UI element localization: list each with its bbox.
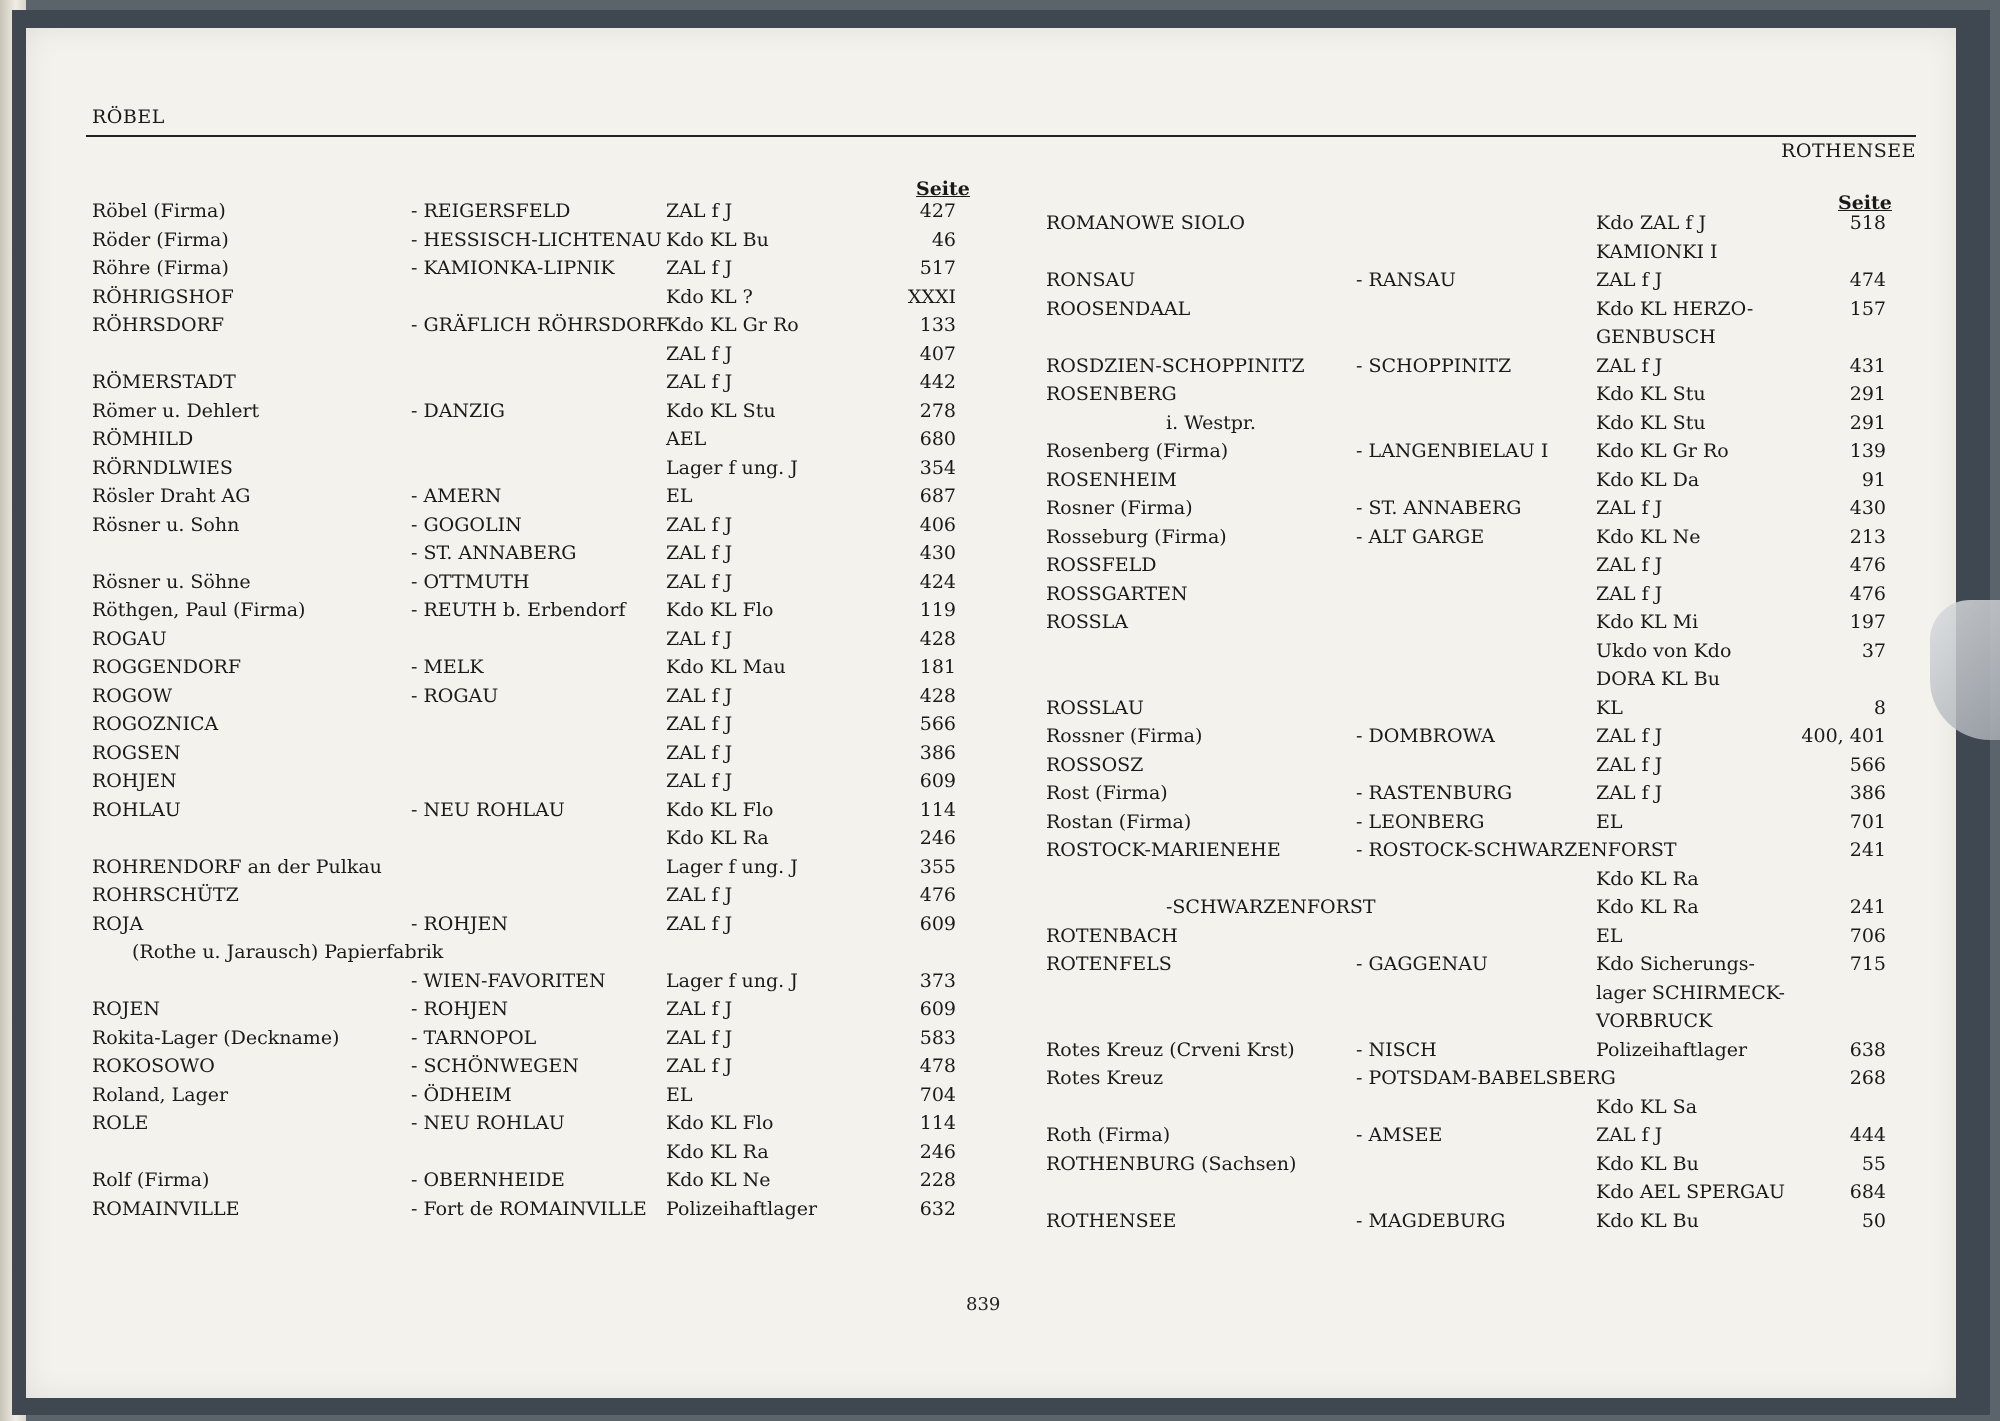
entry-name: ROSDZIEN-SCHOPPINITZ xyxy=(1046,354,1305,377)
entry-type: ZAL f J xyxy=(666,200,733,222)
entry-type: EL xyxy=(666,1083,693,1106)
entry-page-ref: 704 xyxy=(919,1083,956,1106)
entry-page-ref: 428 xyxy=(919,684,956,707)
entry-page-ref: 430 xyxy=(919,542,956,564)
entry-type: Kdo KL HERZO- xyxy=(1596,297,1754,320)
entry-name: ROJEN xyxy=(92,998,160,1020)
entry-name: ROHLAU xyxy=(92,798,181,821)
entry-type: ZAL f J xyxy=(1596,753,1663,776)
entry-type: Kdo KL Bu xyxy=(666,228,769,251)
entry-page-ref: 119 xyxy=(919,599,956,621)
entry-place: - GAGGENAU xyxy=(1356,953,1488,975)
entry-page-ref: 517 xyxy=(919,257,956,279)
entry-type: Lager f ung. J xyxy=(666,456,798,479)
entry-type: EL xyxy=(1596,810,1623,833)
entry-place: - MELK xyxy=(411,656,484,678)
entry-page-ref: 291 xyxy=(1849,383,1886,405)
entry-page-ref: 228 xyxy=(919,1169,956,1191)
entry-name: Rosseburg (Firma) xyxy=(1046,525,1227,548)
entry-type: Kdo KL Flo xyxy=(666,798,774,821)
entry-place: - HESSISCH-LICHTENAU xyxy=(411,228,662,251)
entry-place: - ROHJEN xyxy=(411,912,509,935)
entry-type: ZAL f J xyxy=(666,770,733,792)
entry-type: ZAL f J xyxy=(666,513,733,536)
left-seite-label: Seite xyxy=(916,178,970,200)
entry-name: Rösler Draht AG xyxy=(92,485,251,507)
entry-place: - GRÄFLICH RÖHRSDORF xyxy=(411,314,670,336)
entry-type: Kdo KL Ra xyxy=(1596,867,1699,890)
entry-place: - RANSAU xyxy=(1356,269,1456,291)
entry-place: - LEONBERG xyxy=(1356,810,1485,833)
entry-type: VORBRUCK xyxy=(1596,1010,1713,1032)
entry-name: RÖRNDLWIES xyxy=(92,456,233,479)
entry-type: ZAL f J xyxy=(666,713,733,735)
entry-page-ref: 427 xyxy=(919,200,956,222)
entry-page-ref: 278 xyxy=(919,399,956,422)
entry-type: ZAL f J xyxy=(1596,554,1663,576)
right-seite-label: Seite xyxy=(1838,192,1892,214)
entry-place: - REUTH b. Erbendorf xyxy=(411,599,626,621)
entry-type: ZAL f J xyxy=(666,741,733,764)
entry-place: - ROSTOCK-SCHWARZENFORST xyxy=(1356,839,1677,861)
entry-type: ZAL f J xyxy=(1596,497,1663,519)
entry-name: ROSENHEIM xyxy=(1046,468,1177,491)
entry-type: ZAL f J xyxy=(666,912,733,935)
entry-page-ref: 684 xyxy=(1849,1181,1886,1203)
entry-name: ROTHENBURG (Sachsen) xyxy=(1046,1152,1297,1175)
entry-place: - ÖDHEIM xyxy=(411,1083,512,1106)
entry-page-ref: 518 xyxy=(1849,212,1886,234)
entry-place: - LANGENBIELAU I xyxy=(1356,440,1549,462)
entry-type: Kdo KL Ne xyxy=(1596,525,1701,548)
entry-type: ZAL f J xyxy=(666,542,733,564)
entry-name: ROSSGARTEN xyxy=(1046,582,1188,605)
entry-name: Rotes Kreuz xyxy=(1046,1067,1164,1089)
entry-place: - DANZIG xyxy=(411,399,505,422)
entry-type: Kdo KL Flo xyxy=(666,1112,774,1134)
entry-type: Kdo KL Mi xyxy=(1596,611,1699,633)
entry-type: ZAL f J xyxy=(666,342,733,365)
entry-type: Ukdo von Kdo xyxy=(1596,639,1732,662)
entry-name: ROSSLA xyxy=(1046,611,1128,633)
entry-name: RÖMHILD xyxy=(92,428,194,450)
entry-page-ref: 354 xyxy=(919,456,956,479)
entry-type: Kdo KL Gr Ro xyxy=(1596,440,1729,462)
entry-type: Lager f ung. J xyxy=(666,855,798,878)
entry-page-ref: 268 xyxy=(1849,1067,1886,1089)
entry-name: Röthgen, Paul (Firma) xyxy=(92,599,306,621)
entry-place: - ALT GARGE xyxy=(1356,525,1485,548)
entry-type: KAMIONKI I xyxy=(1596,240,1718,263)
entry-page-ref: 291 xyxy=(1849,411,1886,434)
entry-page-ref: 444 xyxy=(1849,1124,1886,1146)
entry-name: Roland, Lager xyxy=(92,1083,229,1106)
entry-name: ROTENFELS xyxy=(1046,953,1172,975)
entry-type: Kdo KL Stu xyxy=(1596,411,1706,434)
entry-place: - POTSDAM-BABELSBERG xyxy=(1356,1067,1616,1089)
entry-type: Kdo KL Bu xyxy=(1596,1152,1699,1175)
entry-page-ref: 431 xyxy=(1849,354,1886,377)
entry-page-ref: 406 xyxy=(919,513,956,536)
entry-page-ref: 197 xyxy=(1849,611,1886,633)
entry-page-ref: 566 xyxy=(919,713,956,735)
entry-page-ref: 632 xyxy=(919,1197,956,1220)
entry-page-ref: 706 xyxy=(1849,924,1886,947)
entry-type: Kdo KL Ra xyxy=(666,1140,769,1163)
entry-type: ZAL f J xyxy=(666,684,733,707)
entry-page-ref: 114 xyxy=(919,1112,956,1134)
entry-place: - GOGOLIN xyxy=(411,513,522,536)
entry-place: - ROGAU xyxy=(411,684,499,707)
entry-place: - KAMIONKA-LIPNIK xyxy=(411,257,615,279)
entry-type: KL xyxy=(1596,696,1623,719)
entry-name: ROGOW xyxy=(92,684,173,707)
entry-name: ROSSOSZ xyxy=(1046,753,1144,776)
entry-place: - SCHOPPINITZ xyxy=(1356,354,1512,377)
entry-place: - AMSEE xyxy=(1356,1124,1443,1146)
entry-name: Roth (Firma) xyxy=(1046,1124,1171,1146)
entry-page-ref: 133 xyxy=(919,314,956,336)
entry-place: - REIGERSFELD xyxy=(411,200,571,222)
entry-name: ROMANOWE SIOLO xyxy=(1046,212,1245,234)
entry-place: - Fort de ROMAINVILLE xyxy=(411,1197,647,1220)
entry-page-ref: 474 xyxy=(1849,269,1886,291)
entry-page-ref: 638 xyxy=(1849,1038,1886,1061)
entry-page-ref: 428 xyxy=(919,627,956,650)
entry-page-ref: 583 xyxy=(919,1026,956,1049)
entry-name: i. Westpr. xyxy=(1166,411,1256,434)
entry-type: ZAL f J xyxy=(1596,354,1663,377)
entry-page-ref: 55 xyxy=(1861,1152,1886,1175)
entry-type: ZAL f J xyxy=(1596,582,1663,605)
entry-place: - MAGDEBURG xyxy=(1356,1209,1506,1232)
entry-name: Röhre (Firma) xyxy=(92,257,229,279)
entry-page-ref: 373 xyxy=(919,969,956,992)
entry-page-ref: 566 xyxy=(1849,753,1886,776)
entry-name: ROGOZNICA xyxy=(92,713,219,735)
entry-place: - NEU ROHLAU xyxy=(411,798,565,821)
entry-name: Rost (Firma) xyxy=(1046,782,1168,804)
entry-name: Rosner (Firma) xyxy=(1046,497,1193,519)
entry-place: - RASTENBURG xyxy=(1356,782,1513,804)
entry-page-ref: 50 xyxy=(1861,1209,1886,1232)
entry-name: RÖMERSTADT xyxy=(92,371,236,393)
entry-page-ref: 478 xyxy=(919,1055,956,1077)
entry-page-ref: 114 xyxy=(919,798,956,821)
entry-page-ref: 701 xyxy=(1849,810,1886,833)
entry-place: - WIEN-FAVORITEN xyxy=(411,969,606,992)
entry-name: ROGAU xyxy=(92,627,167,650)
entry-page-ref: 91 xyxy=(1861,468,1886,491)
entry-page-ref: 386 xyxy=(919,741,956,764)
entry-name: (Rothe u. Jarausch) Papierfabrik xyxy=(132,941,444,963)
page-number: 839 xyxy=(966,1294,1001,1315)
entry-type: ZAL f J xyxy=(666,570,733,593)
book-page xyxy=(26,28,1956,1398)
entry-type: ZAL f J xyxy=(666,371,733,393)
entry-name: Röbel (Firma) xyxy=(92,200,226,222)
entry-type: lager SCHIRMECK- xyxy=(1596,981,1785,1004)
entry-place: - SCHÖNWEGEN xyxy=(411,1055,579,1077)
entry-name: Römer u. Dehlert xyxy=(92,399,260,422)
entry-name: Rösner u. Söhne xyxy=(92,570,251,593)
entry-page-ref: 8 xyxy=(1873,696,1886,719)
entry-type: Kdo KL Stu xyxy=(1596,383,1706,405)
right-running-head: ROTHENSEE xyxy=(1781,140,1916,162)
entry-page-ref: 715 xyxy=(1849,953,1886,975)
entry-name: RONSAU xyxy=(1046,269,1136,291)
entry-type: Kdo KL Ra xyxy=(1596,896,1699,918)
entry-name: Rolf (Firma) xyxy=(92,1169,210,1191)
entry-page-ref: 213 xyxy=(1849,525,1886,548)
entry-name: Rostan (Firma) xyxy=(1046,810,1192,833)
entry-page-ref: 241 xyxy=(1849,896,1886,918)
entry-type: Kdo KL Bu xyxy=(1596,1209,1699,1232)
entry-page-ref: 680 xyxy=(919,428,956,450)
entry-type: ZAL f J xyxy=(666,627,733,650)
entry-place: - OBERNHEIDE xyxy=(411,1169,565,1191)
entry-type: ZAL f J xyxy=(666,1055,733,1077)
entry-name: ROMAINVILLE xyxy=(92,1197,240,1220)
entry-type: Polizeihaftlager xyxy=(1596,1038,1748,1061)
entry-name: ROKOSOWO xyxy=(92,1055,215,1077)
entry-type: ZAL f J xyxy=(666,884,733,906)
entry-type: Kdo KL ? xyxy=(666,285,753,308)
entry-page-ref: XXXI xyxy=(907,285,956,308)
entry-type: ZAL f J xyxy=(1596,725,1663,747)
entry-name: RÖHRSDORF xyxy=(92,314,225,336)
entry-name: RÖHRIGSHOF xyxy=(92,285,234,308)
entry-type: Kdo KL Stu xyxy=(666,399,776,422)
entry-page-ref: 609 xyxy=(919,770,956,792)
header-rule xyxy=(86,135,1916,137)
entry-place: - DOMBROWA xyxy=(1356,725,1495,747)
entry-place: - ROHJEN xyxy=(411,998,509,1020)
entry-page-ref: 246 xyxy=(919,827,956,849)
entry-type: Kdo Sicherungs- xyxy=(1596,953,1755,975)
entry-page-ref: 246 xyxy=(919,1140,956,1163)
entry-type: Kdo KL Flo xyxy=(666,599,774,621)
entry-page-ref: 442 xyxy=(919,371,956,393)
entry-name: Rokita-Lager (Deckname) xyxy=(92,1026,340,1049)
entry-type: ZAL f J xyxy=(666,1026,733,1049)
entry-type: Kdo KL Gr Ro xyxy=(666,314,799,336)
entry-name: Rossner (Firma) xyxy=(1046,725,1203,747)
entry-page-ref: 181 xyxy=(919,656,956,678)
entry-page-ref: 476 xyxy=(1849,554,1886,576)
entry-page-ref: 400, 401 xyxy=(1801,725,1886,747)
entry-place: - ST. ANNABERG xyxy=(411,542,577,564)
entry-page-ref: 476 xyxy=(919,884,956,906)
entry-type: ZAL f J xyxy=(1596,1124,1663,1146)
entry-name: ROSSLAU xyxy=(1046,696,1144,719)
entry-type: Kdo ZAL f J xyxy=(1596,212,1707,234)
entry-name: Rotes Kreuz (Crveni Krst) xyxy=(1046,1038,1295,1061)
entry-name: ROTHENSEE xyxy=(1046,1209,1177,1232)
entry-page-ref: 430 xyxy=(1849,497,1886,519)
entry-type: GENBUSCH xyxy=(1596,326,1716,348)
entry-type: Kdo KL Ra xyxy=(666,827,769,849)
entry-type: Kdo KL Mau xyxy=(666,656,786,678)
entry-page-ref: 139 xyxy=(1849,440,1886,462)
entry-name: ROJA xyxy=(92,912,144,935)
entry-type: Polizeihaftlager xyxy=(666,1197,818,1220)
entry-type: DORA KL Bu xyxy=(1596,668,1720,690)
entry-page-ref: 37 xyxy=(1861,639,1886,662)
entry-name: ROHJEN xyxy=(92,770,177,792)
entry-type: Lager f ung. J xyxy=(666,969,798,992)
entry-name: Rösner u. Sohn xyxy=(92,513,240,536)
entry-page-ref: 424 xyxy=(919,570,956,593)
entry-name: ROSTOCK-MARIENEHE xyxy=(1046,839,1281,861)
entry-name: -SCHWARZENFORST xyxy=(1166,896,1376,918)
entry-type: EL xyxy=(666,485,693,507)
entry-page-ref: 46 xyxy=(931,228,956,251)
entry-name: ROSENBERG xyxy=(1046,383,1177,405)
entry-name: ROSSFELD xyxy=(1046,554,1157,576)
entry-name: ROTENBACH xyxy=(1046,924,1178,947)
entry-name: ROOSENDAAL xyxy=(1046,297,1191,320)
entry-name: ROLE xyxy=(92,1112,149,1134)
entry-page-ref: 355 xyxy=(919,855,956,878)
entry-type: Kdo KL Ne xyxy=(666,1169,771,1191)
entry-name: ROGGENDORF xyxy=(92,656,242,678)
entry-place: - NISCH xyxy=(1356,1038,1437,1061)
entry-page-ref: 241 xyxy=(1849,839,1886,861)
entry-page-ref: 157 xyxy=(1849,297,1886,320)
entry-type: ZAL f J xyxy=(666,998,733,1020)
entry-place: - OTTMUTH xyxy=(411,570,530,593)
entry-place: - AMERN xyxy=(411,485,502,507)
left-running-head: RÖBEL xyxy=(92,106,165,128)
entry-name: ROGSEN xyxy=(92,741,181,764)
entry-name: ROHRENDORF an der Pulkau xyxy=(92,855,382,878)
entry-type: EL xyxy=(1596,924,1623,947)
entry-place: - NEU ROHLAU xyxy=(411,1112,565,1134)
entry-place: - TARNOPOL xyxy=(411,1026,537,1049)
entry-type: Kdo AEL SPERGAU xyxy=(1596,1181,1785,1203)
entry-name: ROHRSCHÜTZ xyxy=(92,884,239,906)
entry-place: - ST. ANNABERG xyxy=(1356,497,1522,519)
entry-type: Kdo KL Sa xyxy=(1596,1095,1698,1118)
entry-name: Rosenberg (Firma) xyxy=(1046,440,1229,462)
entry-type: Kdo KL Da xyxy=(1596,468,1700,491)
entry-type: AEL xyxy=(666,428,707,450)
entry-type: ZAL f J xyxy=(666,257,733,279)
entry-type: ZAL f J xyxy=(1596,782,1663,804)
entry-page-ref: 687 xyxy=(919,485,956,507)
entry-type: ZAL f J xyxy=(1596,269,1663,291)
entry-page-ref: 476 xyxy=(1849,582,1886,605)
entry-name: Röder (Firma) xyxy=(92,228,229,251)
entry-page-ref: 609 xyxy=(919,912,956,935)
entry-page-ref: 386 xyxy=(1849,782,1886,804)
entry-page-ref: 407 xyxy=(919,342,956,365)
entry-page-ref: 609 xyxy=(919,998,956,1020)
